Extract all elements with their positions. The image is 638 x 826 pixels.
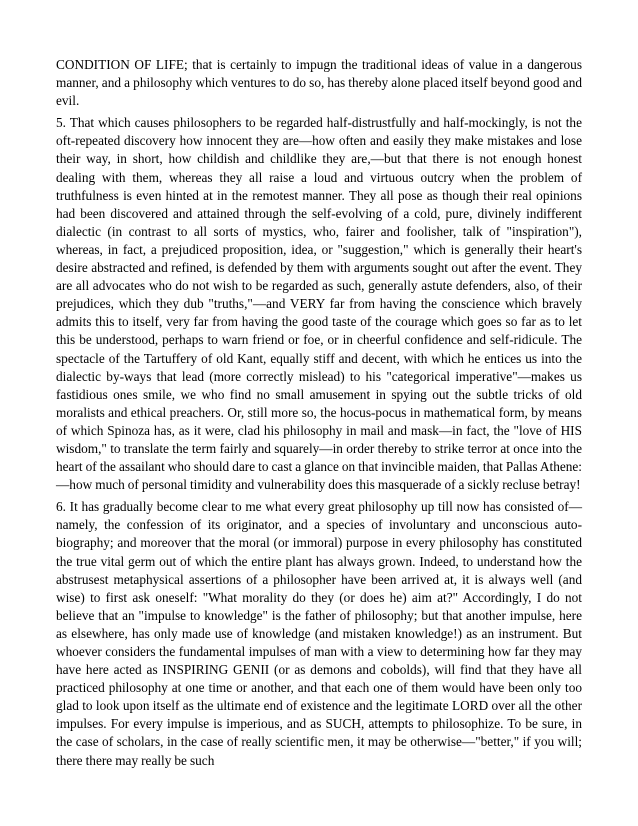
- paragraph-section-6: 6. It has gradually become clear to me what every great philosophy up till now has consisted of—namely, the confession of its originator, and a species of involuntary and unconscious auto-biography; and moreover that the moral (or immoral) purpose in every philosophy has constituted the true vital germ out of which the entire plant has always grown. Indeed, to understand how the abstrusest metaphysical assertions of a philosopher have been arrived at, it is always well (and wise) to first ask oneself: "What morality do they (or does he) aim at?" Accordingly, I do not believe that an "impulse to knowledge" is the father of philosophy; but that another impulse, here as elsewhere, has only made use of knowledge (and mistaken knowledge!) as an instrument. But whoever considers the fundamental impulses of man with a view to determining how far they may have here acted as INSPIRING GENII (or as demons and cobolds), will find that they have all practiced philosophy at one time or another, and that each one of them would have been only too glad to look upon itself as the ultimate end of existence and the legitimate LORD over all the other impulses. For every impulse is imperious, and as SUCH, attempts to philosophize. To be sure, in the case of scholars, in the case of really scientific men, it may be otherwise—"better," if you will; there there may really be such: [56, 499, 582, 768]
- body-text: [56, 56, 582, 774]
- paragraph-section-5: 5. That which causes philosophers to be regarded half-distrustfully and half-mockingly, is not the oft-repeated discovery how innocent they are—how often and easily they make mistakes and lose their way, in short, how childish and childlike they are,—but that there is not enough honest dealing with them, whereas they all raise a loud and virtuous outcry when the problem of truthfulness is even hinted at in the remotest manner. They all pose as though their real opinions had been discovered and attained through the self-evolving of a cold, pure, divinely indifferent dialectic (in contrast to all sorts of mystics, who, fairer and foolisher, talk of "inspiration"), whereas, in fact, a prejudiced proposition, idea, or "suggestion," which is generally their heart's desire abstracted and refined, is defended by them with arguments sought out after the event. They are all advocates who do not wish to be regarded as such, generally astute defenders, also, of their prejudices, which they dub "truths,"—and VERY far from having the conscience which bravely admits this to itself, very far from having the good taste of the courage which goes so far as to let this be understood, perhaps to warn friend or foe, or in cheerful confidence and self-ridicule. The spectacle of the Tartuffery of old Kant, equally stiff and decent, with which he entices us into the dialectic by-ways that lead (more correctly mislead) to his "categorical imperative"—makes us fastidious ones smile, we who find no small amusement in spying out the subtle tricks of old moralists and ethical preachers. Or, still more so, the hocus-pocus in mathematical form, by means of which Spinoza has, as it were, clad his philosophy in mail and mask—in fact, the "love of HIS wisdom," to translate the term fairly and squarely—in order thereby to strike terror at once into the heart of the assailant who should dare to cast a glance on that invincible maiden, that Pallas Athene:—how much of personal timidity and vulnerability does this masquerade of a sickly recluse betray!: [56, 115, 582, 493]
- paragraph-condition-of-life: CONDITION OF LIFE; that is certainly to impugn the traditional ideas of value in a dangerous manner, and a philosophy which ventures to do so, has thereby alone placed itself beyond good and evil.: [56, 57, 582, 109]
